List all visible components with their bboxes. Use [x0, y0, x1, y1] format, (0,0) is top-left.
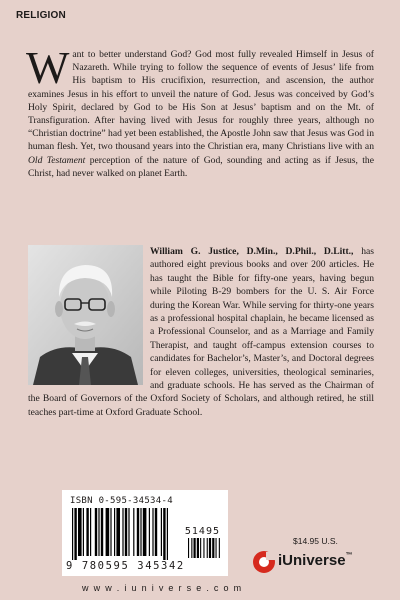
drop-cap: W	[26, 42, 70, 93]
blurb-text-part1: ant to better understand God? God most fully revealed Himself in Jesus of Nazareth. While trying to follow the sequence of events of Jesus’ life from His baptism to His crucifixion, resurrection, and ascension, the author examines Jesus in his effort to unveil the nature of God. Jesus was conceived by God’s Holy Spirit, declared by God to be His Son at Jesus’ baptism and on the Mt. of Transfiguration. After having lived with Jesus for roughly three years, although no “Christian doctrine” had yet been established, the Apostle John saw that Jesus was God in human flesh. Yet, two thousand years into the Christian era, many Christians live with an	[28, 49, 374, 153]
publisher-name: iUniverse™	[278, 552, 353, 569]
isbn-label: ISBN 0-595-34534-4	[70, 496, 173, 506]
blurb-emphasis: Old Testament	[28, 154, 86, 166]
back-cover-blurb	[26, 42, 374, 180]
iuniverse-logo-icon	[252, 550, 276, 574]
author-bio-text: has authored eight previous books and over 200 articles. He has taught the Bible for fifty-one years, having begun while Piloting B-29 bombers for the U. S. Air Force during the Korean War. While serving for thirty-one years as a professional hospital chaplain, he became licensed as a Professional Counselor, and as a Marriage and Family Therapist, and taught off-campus extension courses to candidates for Bachelor’s, Master’s, and Doctoral degrees for eleven colleges, universities, theological seminaries, and graduate schools. He has served as the Chairman of the Board of Governors of the Oxford Society of Scholars, and although retired, he still teaches part-time at Oxford Graduate School.	[28, 246, 374, 418]
price-code: 51495	[184, 526, 220, 537]
blurb-text-part2: perception of the nature of God, sounding and acting as if Jesus, the Christ, had never walked on planet Earth.	[28, 154, 374, 179]
publisher-url: w w w . i u n i v e r s e . c o m	[82, 583, 243, 593]
ean-number: 9 780595 345342	[66, 560, 185, 572]
author-bio	[28, 245, 374, 419]
price-label: $14.95 U.S.	[293, 536, 338, 546]
category-label: RELIGION	[16, 10, 66, 21]
author-name: William G. Justice, D.Min., D.Phil., D.Litt.,	[150, 246, 354, 257]
publisher-logo	[252, 550, 382, 576]
barcode-box	[62, 490, 228, 576]
